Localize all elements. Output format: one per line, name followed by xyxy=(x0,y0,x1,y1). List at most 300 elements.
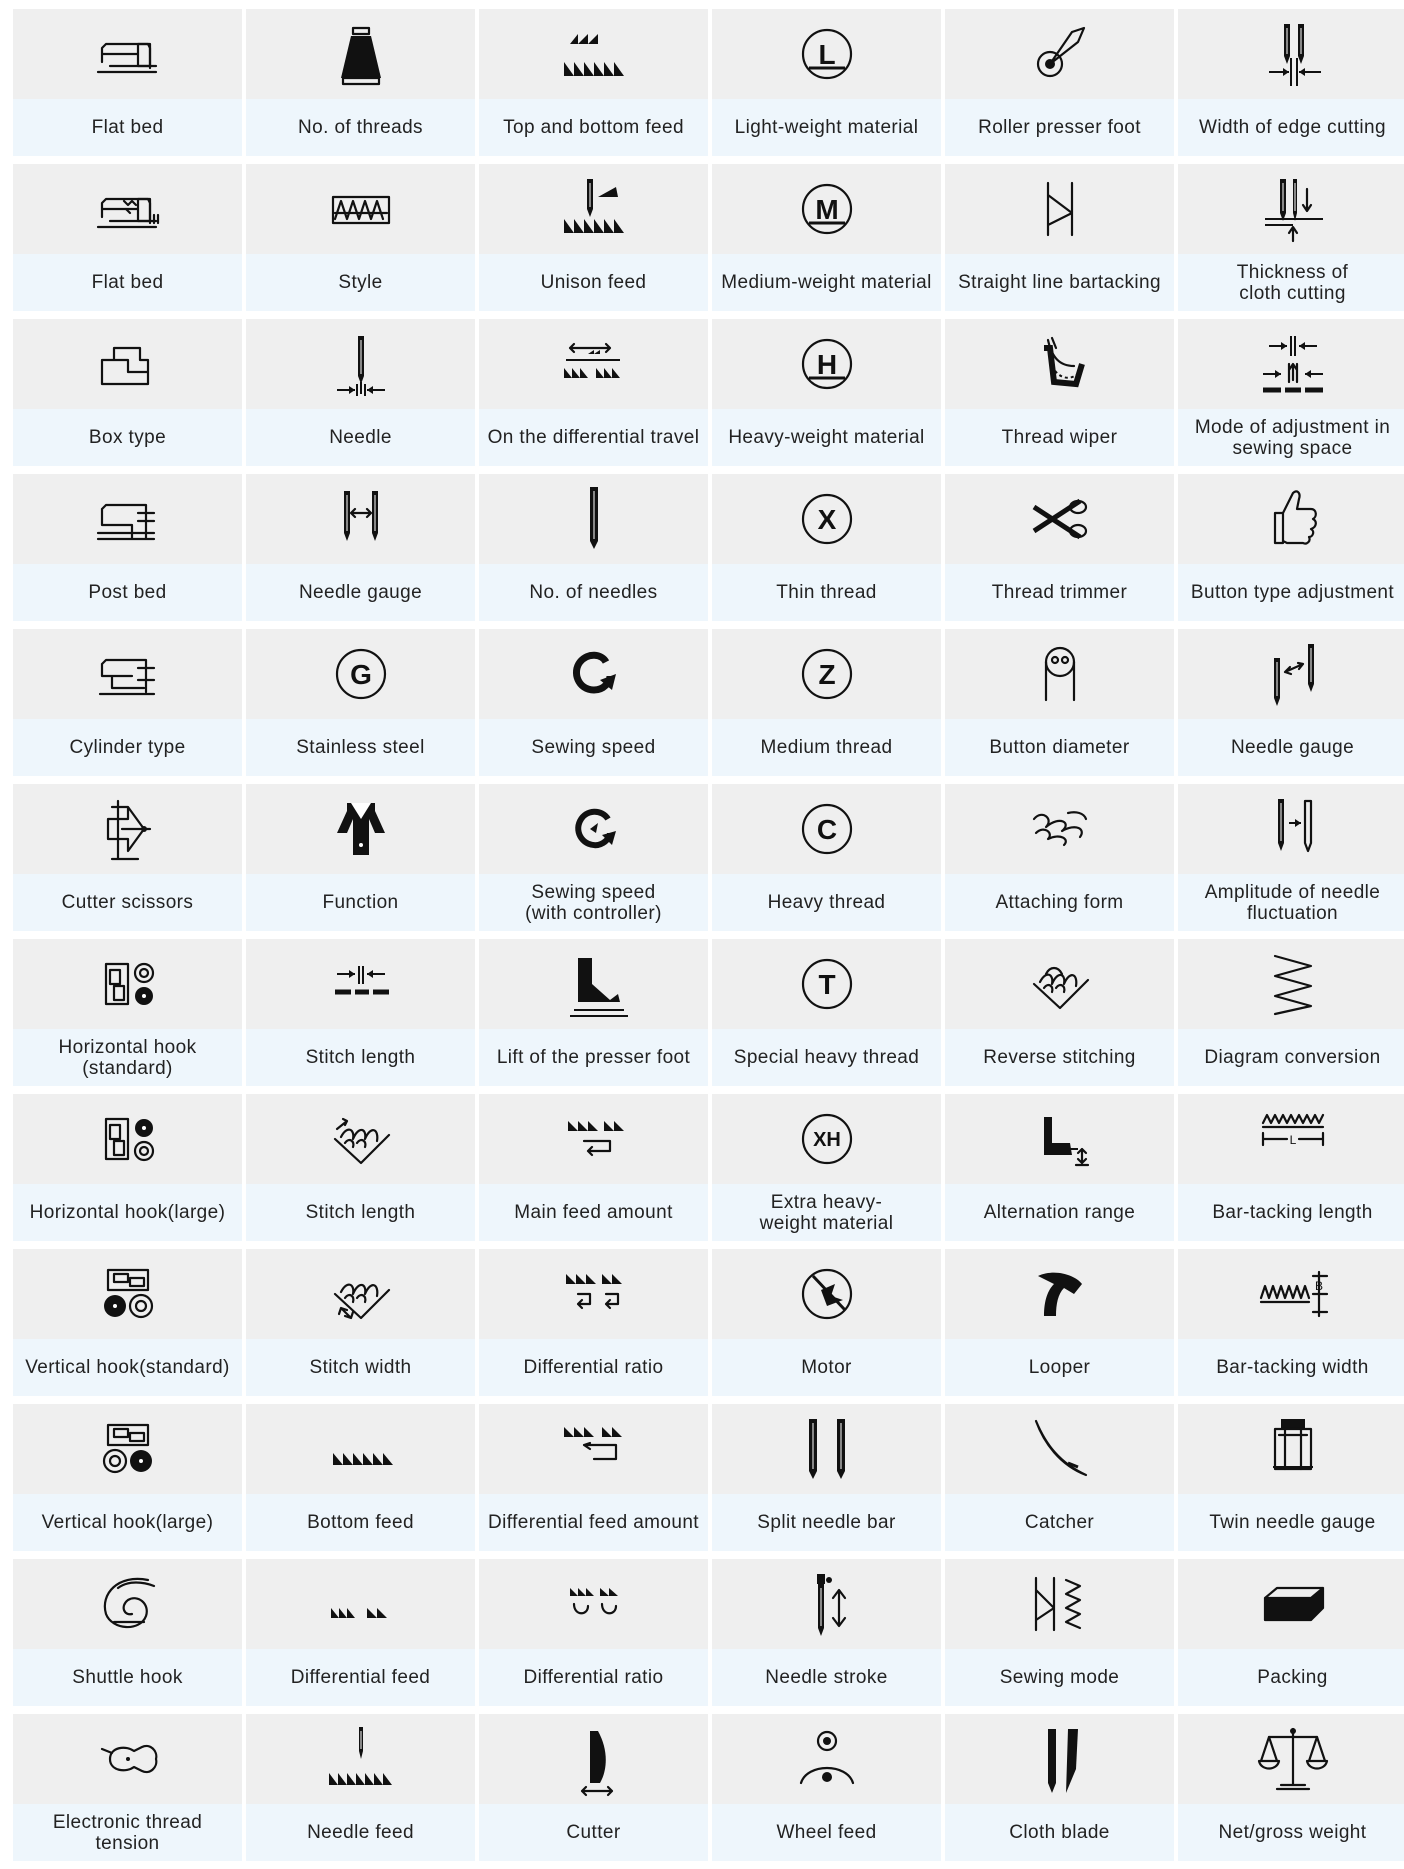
symbol-label: Bar-tacking length xyxy=(1178,1184,1404,1241)
symbol-icon-box xyxy=(1178,474,1404,564)
symbol-cell xyxy=(945,1559,1174,1714)
symbol-label: Vertical hook(large) xyxy=(13,1494,242,1551)
symbol-cell xyxy=(945,1404,1174,1559)
symbol-cell xyxy=(712,1714,941,1869)
symbol-icon-box xyxy=(945,1714,1174,1804)
symbol-label: Motor xyxy=(712,1339,941,1396)
symbol-cell xyxy=(246,939,475,1094)
unison-icon xyxy=(554,169,634,249)
symbol-icon-box xyxy=(479,164,708,254)
symbol-icon-box xyxy=(712,1559,941,1649)
symbol-icon-box xyxy=(479,1404,708,1494)
symbol-label: Light-weight material xyxy=(712,99,941,156)
symbol-label: Extra heavy- weight material xyxy=(712,1184,941,1241)
symbol-label: Straight line bartacking xyxy=(945,254,1174,311)
symbol-label: Electronic thread tension xyxy=(13,1804,242,1861)
symbol-cell xyxy=(479,784,708,939)
symbol-icon-box xyxy=(712,629,941,719)
symbol-cell xyxy=(13,629,242,784)
needlegauge-icon xyxy=(321,479,401,559)
symbol-icon-box xyxy=(13,474,242,564)
symbol-cell xyxy=(246,164,475,319)
symbol-label: Roller presser foot xyxy=(945,99,1174,156)
symbol-label: Needle xyxy=(246,409,475,466)
symbol-cell xyxy=(712,629,941,784)
symbol-cell xyxy=(1178,164,1404,319)
oneneedle-icon xyxy=(554,479,634,559)
symbol-label: Heavy-weight material xyxy=(712,409,941,466)
symbol-icon-box xyxy=(13,319,242,409)
symbol-label: Stitch length xyxy=(246,1184,475,1241)
symbol-icon-box xyxy=(13,1714,242,1804)
symbol-label: Differential feed xyxy=(246,1649,475,1706)
cutterscissors-icon xyxy=(88,789,168,869)
symbol-cell xyxy=(13,1559,242,1714)
symbol-label: Split needle bar xyxy=(712,1494,941,1551)
c-icon xyxy=(787,789,867,869)
symbol-cell xyxy=(1178,1559,1404,1714)
symbol-icon-box xyxy=(945,1404,1174,1494)
symbol-icon-box xyxy=(246,784,475,874)
symbol-cell xyxy=(712,1249,941,1404)
symbol-cell xyxy=(1178,784,1404,939)
symbol-icon-box xyxy=(712,164,941,254)
symbol-label: Width of edge cutting xyxy=(1178,99,1404,156)
symbol-icon-box xyxy=(479,9,708,99)
symbol-icon-box xyxy=(13,164,242,254)
symbol-icon-box xyxy=(13,9,242,99)
symbol-icon-box xyxy=(246,9,475,99)
symbol-cell xyxy=(246,1714,475,1869)
symbol-label: Medium-weight material xyxy=(712,254,941,311)
symbol-cell xyxy=(246,1559,475,1714)
symbol-label: No. of threads xyxy=(246,99,475,156)
symbol-icon-box xyxy=(945,784,1174,874)
symbol-icon-box xyxy=(13,1559,242,1649)
hhooklarge-icon xyxy=(88,1099,168,1179)
needlegauge2-icon xyxy=(1253,634,1333,714)
symbol-cell xyxy=(945,939,1174,1094)
symbol-label: On the differential travel xyxy=(479,409,708,466)
symbol-cell xyxy=(246,319,475,474)
symbol-icon-box xyxy=(945,1249,1174,1339)
svg-text:C: C xyxy=(816,814,837,846)
stitchlen2-icon xyxy=(321,1099,401,1179)
symbol-label: Post bed xyxy=(13,564,242,621)
amplitude-icon xyxy=(1253,789,1333,869)
stitchwidth-icon xyxy=(321,1254,401,1334)
symbol-label: Twin needle gauge xyxy=(1178,1494,1404,1551)
vhookstd-icon xyxy=(88,1254,168,1334)
flatbed-icon xyxy=(88,14,168,94)
symbol-icon-box xyxy=(246,1249,475,1339)
symbol-icon-box xyxy=(712,1094,941,1184)
looper-icon xyxy=(1020,1254,1100,1334)
xh-icon xyxy=(787,1099,867,1179)
symbol-icon-box xyxy=(945,319,1174,409)
symbol-label: Attaching form xyxy=(945,874,1174,931)
sewing-symbol-grid xyxy=(13,9,1404,1869)
symbol-icon-box xyxy=(712,1404,941,1494)
symbol-cell xyxy=(945,784,1174,939)
symbol-icon-box xyxy=(712,9,941,99)
symbol-label: Stitch width xyxy=(246,1339,475,1396)
symbol-icon-box xyxy=(1178,1249,1404,1339)
g-icon xyxy=(321,634,401,714)
symbol-cell xyxy=(479,1249,708,1404)
style-icon xyxy=(321,169,401,249)
symbol-label: Shuttle hook xyxy=(13,1649,242,1706)
sewmode-icon xyxy=(1020,1564,1100,1644)
difftravel-icon xyxy=(554,324,634,404)
symbol-label: Button type adjustment xyxy=(1178,564,1404,621)
symbol-icon-box xyxy=(1178,939,1404,1029)
difffeed-icon xyxy=(321,1564,401,1644)
symbol-cell xyxy=(479,474,708,629)
symbol-icon-box xyxy=(1178,319,1404,409)
zigzag-icon xyxy=(1253,944,1333,1024)
adjustmode-icon xyxy=(1253,324,1333,404)
m-icon xyxy=(787,169,867,249)
symbol-label: Horizontal hook (standard) xyxy=(13,1029,242,1086)
symbol-label: Differential ratio xyxy=(479,1649,708,1706)
symbol-label: Function xyxy=(246,874,475,931)
z-icon xyxy=(787,634,867,714)
symbol-icon-box xyxy=(13,629,242,719)
symbol-label: Needle gauge xyxy=(246,564,475,621)
difffeedamt-icon xyxy=(554,1409,634,1489)
needlefeed-icon xyxy=(321,1719,401,1799)
wheelfeed-icon xyxy=(787,1719,867,1799)
symbol-cell xyxy=(712,319,941,474)
symbol-icon-box xyxy=(13,1249,242,1339)
symbol-icon-box xyxy=(1178,629,1404,719)
symbol-cell xyxy=(945,1249,1174,1404)
symbol-icon-box xyxy=(246,164,475,254)
symbol-label: Unison feed xyxy=(479,254,708,311)
svg-text:M: M xyxy=(814,194,839,226)
symbol-label: Amplitude of needle fluctuation xyxy=(1178,874,1404,931)
symbol-cell xyxy=(246,1249,475,1404)
symbol-icon-box xyxy=(13,784,242,874)
svg-text:L: L xyxy=(817,39,836,71)
symbol-cell xyxy=(13,164,242,319)
scale-icon xyxy=(1253,1719,1333,1799)
symbol-cell xyxy=(246,9,475,164)
symbol-label: Wheel feed xyxy=(712,1804,941,1861)
symbol-icon-box xyxy=(246,1559,475,1649)
symbol-icon-box xyxy=(712,319,941,409)
symbol-label: Catcher xyxy=(945,1494,1174,1551)
symbol-icon-box xyxy=(246,1094,475,1184)
symbol-label: Main feed amount xyxy=(479,1184,708,1241)
symbol-label: Box type xyxy=(13,409,242,466)
cutter-icon xyxy=(554,1719,634,1799)
function-icon xyxy=(321,789,401,869)
svg-text:X: X xyxy=(817,504,836,536)
scissors-icon xyxy=(1020,479,1100,559)
diffratio2-icon xyxy=(554,1564,634,1644)
symbol-label: Differential ratio xyxy=(479,1339,708,1396)
symbol-cell xyxy=(945,164,1174,319)
symbol-cell xyxy=(13,9,242,164)
symbol-cell xyxy=(479,164,708,319)
symbol-cell xyxy=(1178,319,1404,474)
symbol-icon-box xyxy=(712,1714,941,1804)
symbol-icon-box xyxy=(479,629,708,719)
symbol-label: Top and bottom feed xyxy=(479,99,708,156)
symbol-icon-box xyxy=(479,1249,708,1339)
symbol-cell xyxy=(479,1714,708,1869)
alternation-icon xyxy=(1020,1099,1100,1179)
symbol-cell xyxy=(246,474,475,629)
symbol-cell xyxy=(712,784,941,939)
symbol-cell xyxy=(1178,1714,1404,1869)
symbol-cell xyxy=(13,1249,242,1404)
symbol-cell xyxy=(945,319,1174,474)
symbol-icon-box xyxy=(13,939,242,1029)
symbol-label: Heavy thread xyxy=(712,874,941,931)
symbol-cell xyxy=(1178,629,1404,784)
svg-text:G: G xyxy=(349,659,372,691)
bartackwidth-icon xyxy=(1253,1254,1333,1334)
shuttle-icon xyxy=(88,1564,168,1644)
symbol-cell xyxy=(479,9,708,164)
symbol-label: Button diameter xyxy=(945,719,1174,776)
symbol-cell xyxy=(945,629,1174,784)
symbol-label: Sewing mode xyxy=(945,1649,1174,1706)
packing-icon xyxy=(1253,1564,1333,1644)
svg-text:B: B xyxy=(1314,1279,1323,1293)
symbol-icon-box xyxy=(945,474,1174,564)
boxtype-icon xyxy=(88,324,168,404)
symbol-icon-box xyxy=(246,474,475,564)
symbol-cell xyxy=(712,1094,941,1249)
symbol-cell xyxy=(712,9,941,164)
mainfeed-icon xyxy=(554,1099,634,1179)
x-icon xyxy=(787,479,867,559)
symbol-label: Differential feed amount xyxy=(479,1494,708,1551)
symbol-icon-box xyxy=(479,939,708,1029)
symbol-cell xyxy=(1178,939,1404,1094)
symbol-icon-box xyxy=(1178,784,1404,874)
bartacklen-icon xyxy=(1253,1099,1333,1179)
symbol-label: Alternation range xyxy=(945,1184,1174,1241)
symbol-icon-box xyxy=(13,1094,242,1184)
symbol-icon-box xyxy=(1178,1094,1404,1184)
symbol-cell xyxy=(945,1094,1174,1249)
symbol-label: Packing xyxy=(1178,1649,1404,1706)
symbol-label: Needle feed xyxy=(246,1804,475,1861)
reverse-icon xyxy=(1020,944,1100,1024)
symbol-label: Cutter xyxy=(479,1804,708,1861)
symbol-icon-box xyxy=(1178,1714,1404,1804)
symbol-cell xyxy=(1178,474,1404,629)
symbol-icon-box xyxy=(479,474,708,564)
clothblade-icon xyxy=(1020,1719,1100,1799)
h-icon xyxy=(787,324,867,404)
l-icon xyxy=(787,14,867,94)
symbol-label: Horizontal hook(large) xyxy=(13,1184,242,1241)
symbol-icon-box xyxy=(479,1094,708,1184)
symbol-icon-box xyxy=(712,1249,941,1339)
symbol-cell xyxy=(479,939,708,1094)
symbol-cell xyxy=(13,1714,242,1869)
symbol-cell xyxy=(13,939,242,1094)
motor-icon xyxy=(787,1254,867,1334)
symbol-icon-box xyxy=(945,9,1174,99)
symbol-label: Stitch length xyxy=(246,1029,475,1086)
catcher-icon xyxy=(1020,1409,1100,1489)
t-icon xyxy=(787,944,867,1024)
topbottom-icon xyxy=(554,14,634,94)
symbol-icon-box xyxy=(945,1094,1174,1184)
flatbed2-icon xyxy=(88,169,168,249)
symbol-icon-box xyxy=(1178,9,1404,99)
symbol-label: Stainless steel xyxy=(246,719,475,776)
symbol-icon-box xyxy=(479,319,708,409)
stitchlen-icon xyxy=(321,944,401,1024)
straightbartack-icon xyxy=(1020,169,1100,249)
symbol-cell xyxy=(712,164,941,319)
button-icon xyxy=(1020,634,1100,714)
symbol-cell xyxy=(945,1714,1174,1869)
symbol-label: Net/gross weight xyxy=(1178,1804,1404,1861)
symbol-icon-box xyxy=(246,1714,475,1804)
vhooklarge-icon xyxy=(88,1409,168,1489)
symbol-icon-box xyxy=(479,1559,708,1649)
symbol-icon-box xyxy=(246,319,475,409)
symbol-icon-box xyxy=(13,1404,242,1494)
symbol-cell xyxy=(1178,9,1404,164)
symbol-icon-box xyxy=(945,164,1174,254)
symbol-icon-box xyxy=(945,629,1174,719)
symbol-label: Sewing speed (with controller) xyxy=(479,874,708,931)
symbol-label: Lift of the presser foot xyxy=(479,1029,708,1086)
symbol-label: Needle gauge xyxy=(1178,719,1404,776)
symbol-cell xyxy=(479,629,708,784)
symbol-label: Thread trimmer xyxy=(945,564,1174,621)
speedctrl-icon xyxy=(554,789,634,869)
speed-icon xyxy=(554,634,634,714)
needlestroke-icon xyxy=(787,1564,867,1644)
symbol-icon-box xyxy=(1178,1559,1404,1649)
symbol-label: Thread wiper xyxy=(945,409,1174,466)
symbol-cell xyxy=(1178,1249,1404,1404)
symbol-label: Bar-tacking width xyxy=(1178,1339,1404,1396)
symbol-icon-box xyxy=(1178,1404,1404,1494)
symbol-cell xyxy=(1178,1404,1404,1559)
symbol-label: Cylinder type xyxy=(13,719,242,776)
symbol-cell xyxy=(246,1094,475,1249)
symbol-cell xyxy=(479,1559,708,1714)
symbol-cell xyxy=(13,319,242,474)
thumb-icon xyxy=(1253,479,1333,559)
attaching-icon xyxy=(1020,789,1100,869)
needle-icon xyxy=(321,324,401,404)
symbol-cell xyxy=(246,1404,475,1559)
postbed-icon xyxy=(88,479,168,559)
symbol-icon-box xyxy=(945,1559,1174,1649)
symbol-cell xyxy=(945,474,1174,629)
symbol-cell xyxy=(712,474,941,629)
tension-icon xyxy=(88,1719,168,1799)
symbol-cell xyxy=(479,319,708,474)
symbol-cell xyxy=(712,939,941,1094)
symbol-label: Bottom feed xyxy=(246,1494,475,1551)
svg-text:L: L xyxy=(1289,1133,1296,1147)
symbol-cell xyxy=(13,1404,242,1559)
symbol-label: Special heavy thread xyxy=(712,1029,941,1086)
symbol-label: Style xyxy=(246,254,475,311)
symbol-cell xyxy=(246,784,475,939)
symbol-label: Medium thread xyxy=(712,719,941,776)
bottomfeed-icon xyxy=(321,1409,401,1489)
symbol-icon-box xyxy=(246,939,475,1029)
symbol-label: Cloth blade xyxy=(945,1804,1174,1861)
symbol-cell xyxy=(13,474,242,629)
symbol-cell xyxy=(712,1559,941,1714)
svg-text:Z: Z xyxy=(817,659,836,691)
symbol-label: Cutter scissors xyxy=(13,874,242,931)
splitbar-icon xyxy=(787,1409,867,1489)
lift-icon xyxy=(554,944,634,1024)
symbol-label: Flat bed xyxy=(13,254,242,311)
cone-icon xyxy=(321,14,401,94)
symbol-label: No. of needles xyxy=(479,564,708,621)
symbol-icon-box xyxy=(479,1714,708,1804)
symbol-label: Sewing speed xyxy=(479,719,708,776)
symbol-label: Mode of adjustment in sewing space xyxy=(1178,409,1404,466)
symbol-icon-box xyxy=(712,474,941,564)
cylinder-icon xyxy=(88,634,168,714)
symbol-label: Reverse stitching xyxy=(945,1029,1174,1086)
twinneedle-icon xyxy=(1253,1409,1333,1489)
symbol-cell xyxy=(479,1404,708,1559)
symbol-cell xyxy=(246,629,475,784)
symbol-icon-box xyxy=(479,784,708,874)
thickness-icon xyxy=(1253,169,1333,249)
symbol-label: Diagram conversion xyxy=(1178,1029,1404,1086)
symbol-cell xyxy=(945,9,1174,164)
symbol-cell xyxy=(712,1404,941,1559)
symbol-icon-box xyxy=(712,939,941,1029)
svg-text:T: T xyxy=(817,969,836,1001)
edgewidth-icon xyxy=(1253,14,1333,94)
symbol-label: Needle stroke xyxy=(712,1649,941,1706)
symbol-cell xyxy=(13,784,242,939)
symbol-cell xyxy=(479,1094,708,1249)
diffratio-icon xyxy=(554,1254,634,1334)
symbol-icon-box xyxy=(945,939,1174,1029)
roller-icon xyxy=(1020,14,1100,94)
symbol-label: Thickness of cloth cutting xyxy=(1178,254,1404,311)
symbol-label: Vertical hook(standard) xyxy=(13,1339,242,1396)
symbol-label: Looper xyxy=(945,1339,1174,1396)
hhookstd-icon xyxy=(88,944,168,1024)
svg-text:XH: XH xyxy=(812,1129,841,1152)
symbol-label: Flat bed xyxy=(13,99,242,156)
symbol-cell xyxy=(1178,1094,1404,1249)
symbol-label: Thin thread xyxy=(712,564,941,621)
symbol-icon-box xyxy=(246,1404,475,1494)
symbol-cell xyxy=(13,1094,242,1249)
symbol-icon-box xyxy=(246,629,475,719)
wiper-icon xyxy=(1020,324,1100,404)
svg-text:H: H xyxy=(816,349,837,381)
symbol-icon-box xyxy=(712,784,941,874)
symbol-icon-box xyxy=(1178,164,1404,254)
